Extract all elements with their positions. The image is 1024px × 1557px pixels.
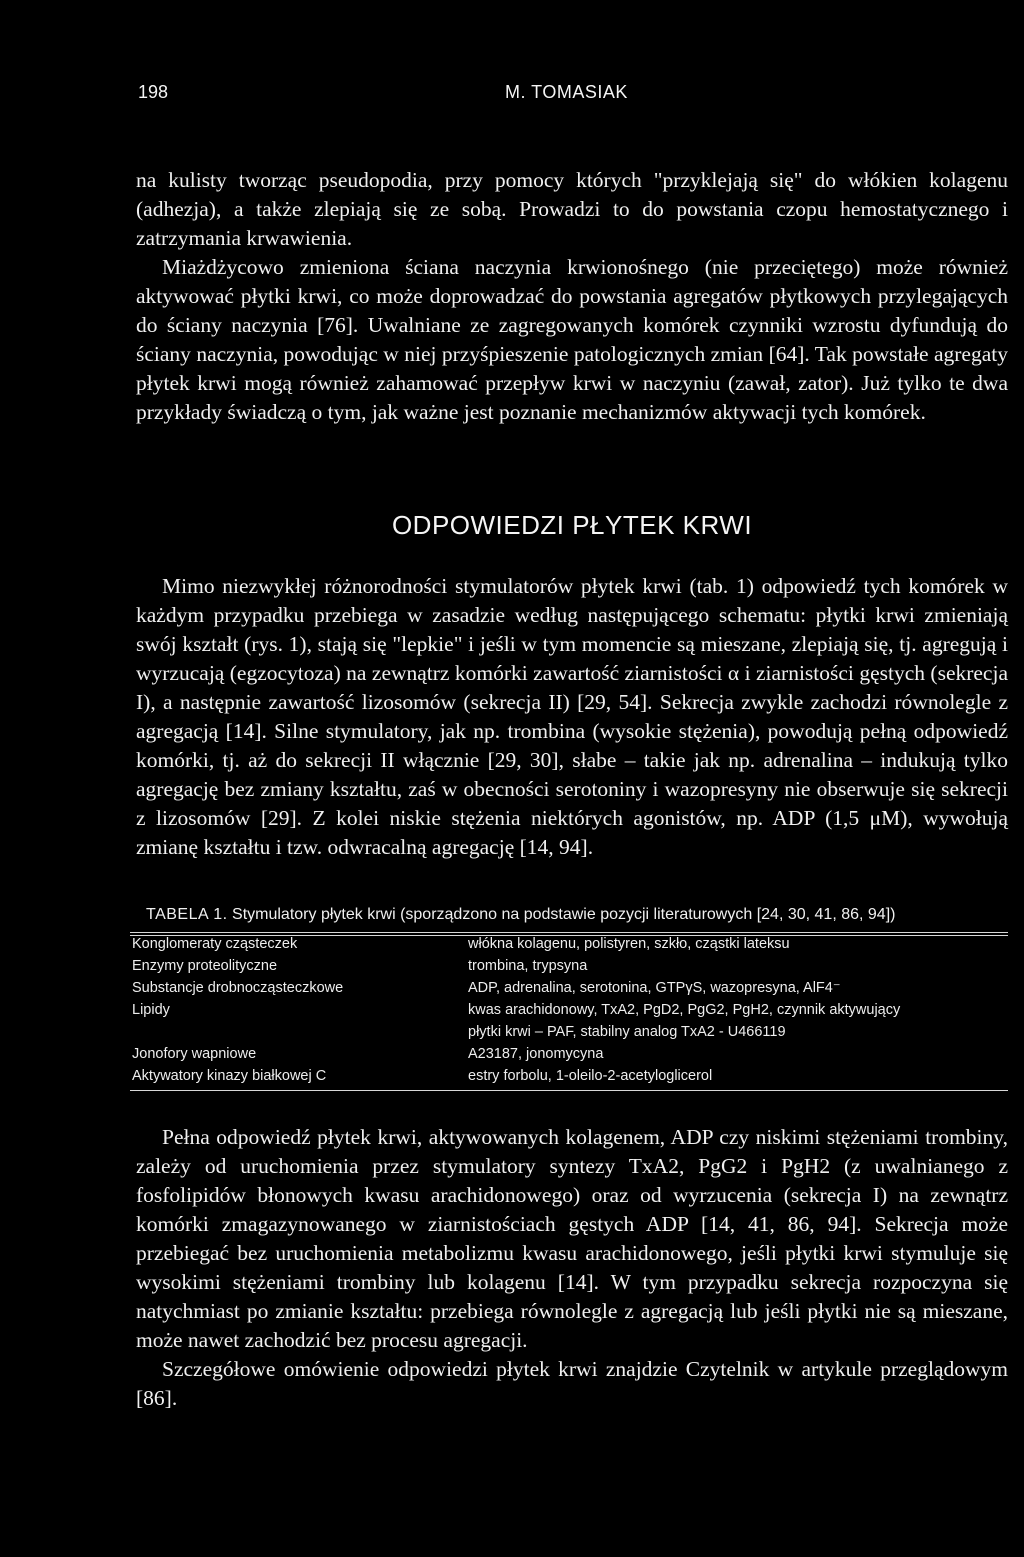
table-cell-category: Konglomeraty cząsteczek xyxy=(132,936,298,952)
stimulators-table xyxy=(130,932,1008,1091)
table-row xyxy=(130,980,1008,1002)
table-row xyxy=(130,958,1008,980)
table-cell-examples: płytki krwi – PAF, stabilny analog TxA2 - U466119 xyxy=(468,1024,786,1040)
table-cell-category: Aktywatory kinazy białkowej C xyxy=(132,1068,327,1084)
table-cell-examples: A23187, jonomycyna xyxy=(468,1046,604,1062)
paragraph-reference: Szczegółowe omówienie odpowiedzi płytek krwi znajdzie Czytelnik w artykule przeglądowym [86]. xyxy=(136,1357,1008,1410)
table-cell-examples: kwas arachidonowy, TxA2, PgD2, PgG2, PgH2, czynnik aktywujący xyxy=(468,1002,901,1018)
paragraph-full-response: Pełna odpowiedź płytek krwi, aktywowanych kolagenem, ADP czy niskimi stężeniami trombiny, zależy od uruchomienia przez stymulatory syntezy TxA2, PgG2 i PgH2 (z uwalnianego z fosfolipidów błonowych kwasu arachidonowego) oraz od wyrzucenia (sekrecja I) na zewnątrz komórki zmagazynowanego w ziarnistościach gęstych ADP [14, 41, 86, 94]. Sekrecja może przebiegać bez uruchomienia metabolizmu kwasu arachidonowego, jeśli płytki krwi stymuluje się wysokimi stężeniami trombiny lub kolagenu [14]. W tym przypadku sekrecja rozpoczyna się natychmiast po zmianie kształtu: przebiega równolegle z agregacją lub jeśli płytki nie są mieszane, może nawet zachodzić bez procesu agregacji. xyxy=(136,1125,1008,1352)
body-text-middle xyxy=(136,572,1008,862)
table-cell-examples: ADP, adrenalina, serotonina, GTPγS, wazopresyna, AlF4⁻ xyxy=(468,980,841,996)
body-text-bottom xyxy=(136,1123,1008,1413)
table-row xyxy=(130,1002,1008,1024)
paragraph-responses: Mimo niezwykłej różnorodności stymulatorów płytek krwi (tab. 1) odpowiedź tych komórek w każdym przypadku przebiega w zasadzie według następującego schematu: płytki krwi zmieniają swój kształt (rys. 1), stają się "lepkie" i jeśli w tym momencie są mieszane, zlepiają się, tj. agregują i wyrzucają (egzocytoza) na zewnątrz komórki zawartość ziarnistości α i ziarnistości gęstych (sekrecja I), a następnie zawartość lizosomów (sekrecja II) [29, 54]. Sekrecja zwykle zachodzi równolegle z agregacją [14]. Silne stymulatory, jak np. trombina (wysokie stężenia), powodują pełną odpowiedź komórki, tj. aż do sekrecji II włącznie [29, 30], słabe – takie jak np. adrenalina – indukują tylko agregację bez zmiany kształtu, zaś w obecności serotoniny i wazopresyny nie obserwuje się sekrecji z lizosomów [29]. Z kolei niskie stężenia niektórych agonistów, np. ADP (1,5 μM), wywołują zmianę kształtu i tzw. odwracalną agregację [14, 94]. xyxy=(136,574,1008,859)
table-cell-category: Substancje drobnocząsteczkowe xyxy=(132,980,344,996)
table-caption-text: Stymulatory płytek krwi (sporządzono na podstawie pozycji literaturowych [24, 30, 41, 86, 94]) xyxy=(232,906,896,923)
table-cell-category xyxy=(130,1024,468,1046)
paragraph-continuation: na kulisty tworząc pseudopodia, przy pomocy których "przyklejają się" do włókien kolagenu (adhezja), a także zlepiają się ze sobą. Prowadzi to do powstania czopu hemostatycznego i zatrzymania krwawienia. xyxy=(136,168,1008,250)
table-row xyxy=(130,1068,1008,1090)
table-caption xyxy=(146,906,1016,924)
table-cell-category: Lipidy xyxy=(132,1002,170,1018)
page-number: 198 xyxy=(138,82,169,102)
table-cell-examples: trombina, trypsyna xyxy=(468,958,588,974)
table-cell-examples: włókna kolagenu, polistyren, szkło, cząstki lateksu xyxy=(468,936,790,952)
table-row xyxy=(130,1024,1008,1046)
table-cell-category: Jonofory wapniowe xyxy=(132,1046,257,1062)
table-body xyxy=(130,936,1008,1090)
table-bottom-rule xyxy=(130,1090,1008,1091)
table-label: TABELA 1. xyxy=(146,906,228,923)
body-text-top xyxy=(136,166,1008,427)
section-heading: ODPOWIEDZI PŁYTEK KRWI xyxy=(391,510,753,540)
table-cell-examples: estry forbolu, 1-oleilo-2-acetyloglicerol xyxy=(468,1068,713,1084)
table-row xyxy=(130,1046,1008,1068)
table-row xyxy=(130,936,1008,958)
running-head-author: M. TOMASIAK xyxy=(505,82,628,102)
running-head xyxy=(138,82,1008,106)
paragraph-atherosclerosis: Miażdżycowo zmieniona ściana naczynia krwionośnego (nie przeciętego) może również aktywować płytki krwi, co może doprowadzać do powstania agregatów płytkowych przylegających do ściany naczynia [76]. Uwalniane ze zagregowanych komórek czynniki wzrostu dyfundują do ściany naczynia, powodując w niej przyśpieszenie patologicznych zmian [64]. Tak powstałe agregaty płytek krwi mogą również zahamować przepływ krwi w naczyniu (zawał, zator). Już tylko te dwa przykłady świadczą o tym, jak ważne jest poznanie mechanizmów aktywacji tych komórek. xyxy=(136,255,1008,424)
table-cell-category: Enzymy proteolityczne xyxy=(132,958,278,974)
